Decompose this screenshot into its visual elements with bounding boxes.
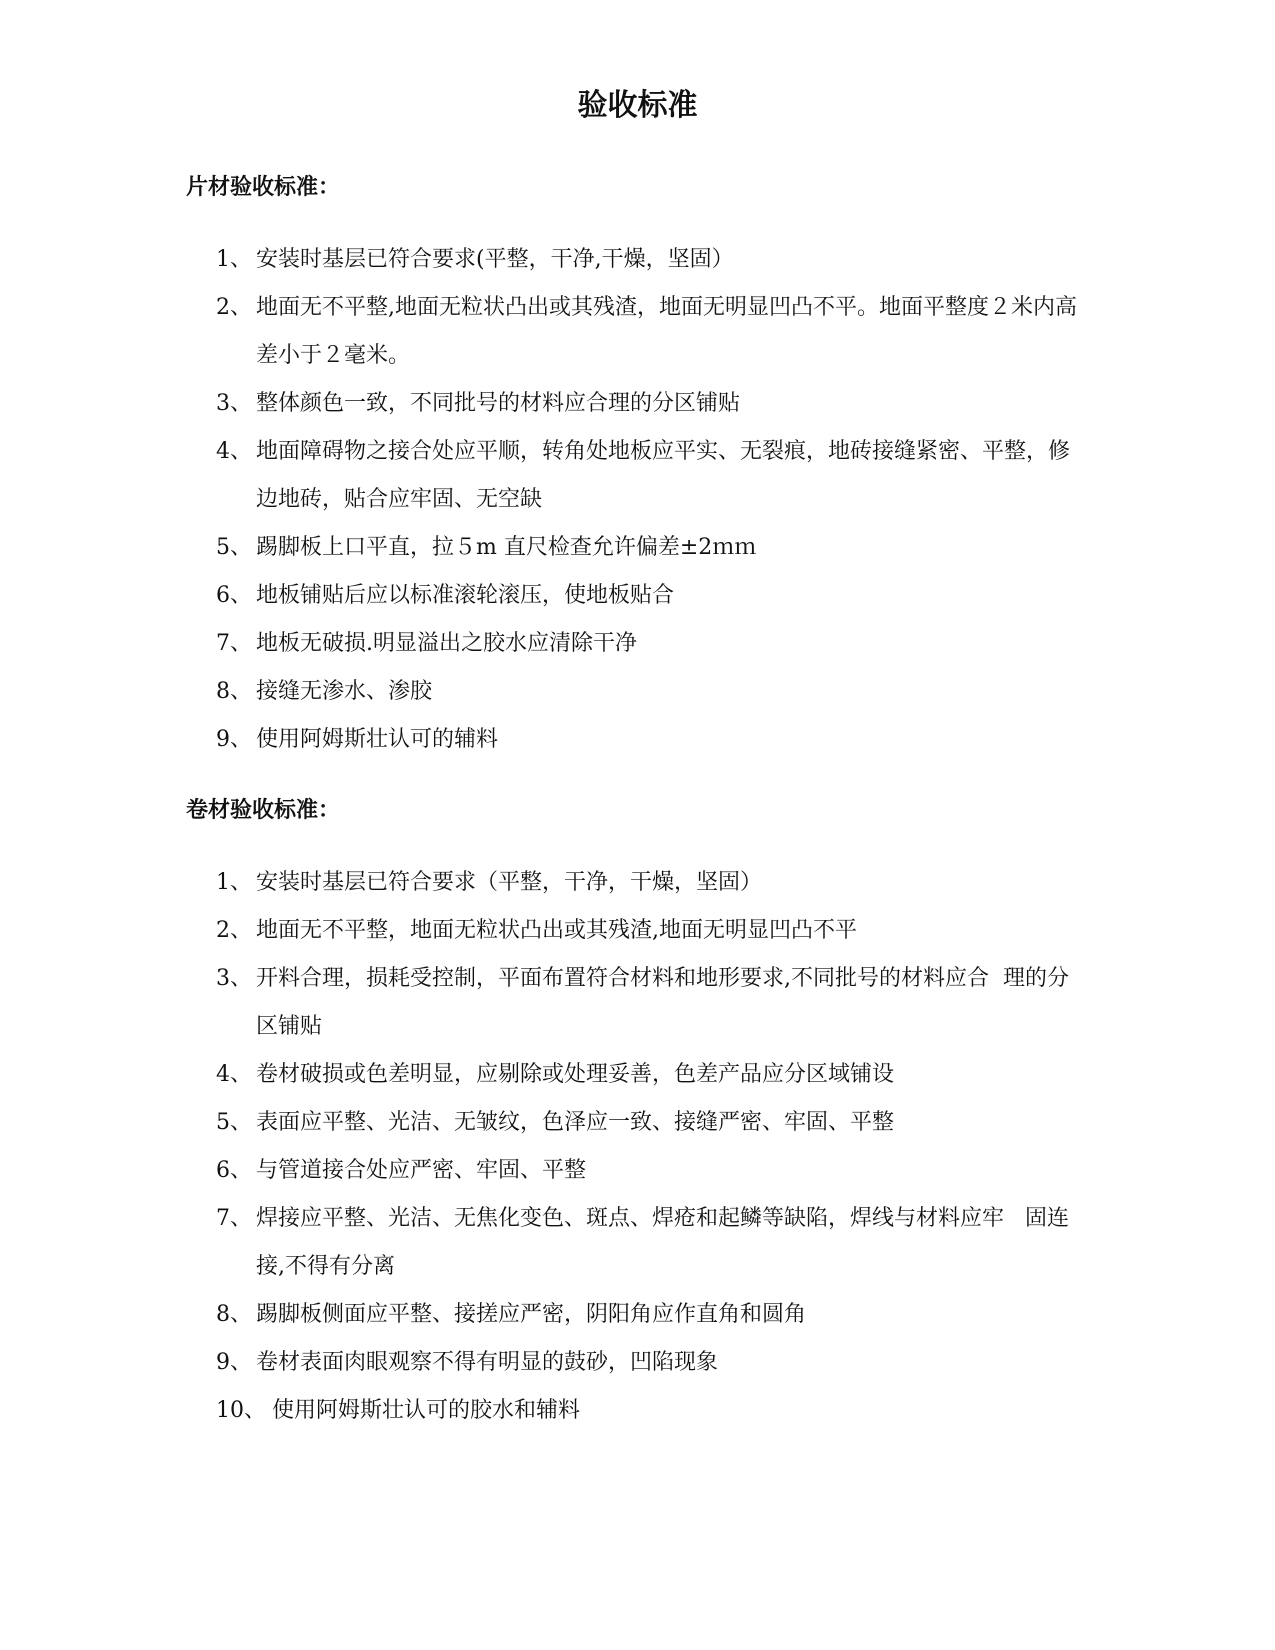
item-text: 焊接应平整、光洁、无焦化变色、斑点、焊疮和起鳞等缺陷，焊线与材料应牢 固连接,不得有分离 xyxy=(256,1206,1069,1279)
list-item xyxy=(186,955,1086,1051)
item-number: 2、 xyxy=(216,918,252,943)
list-item xyxy=(186,1051,1086,1099)
item-number: 7、 xyxy=(216,1206,252,1231)
list-item xyxy=(186,380,1086,428)
item-number: 2、 xyxy=(216,295,252,320)
item-text: 使用阿姆斯壮认可的辅料 xyxy=(256,727,499,752)
item-text: 卷材破损或色差明显，应剔除或处理妥善，色差产品应分区域铺设 xyxy=(256,1062,895,1087)
item-number: 4、 xyxy=(216,439,252,464)
item-text: 地面障碍物之接合处应平顺，转角处地板应平实、无裂痕，地砖接缝紧密、平整，修边地砖，贴合应牢固、无空缺 xyxy=(256,439,1071,512)
item-number: 9、 xyxy=(216,727,252,752)
item-text: 踢脚板上口平直，拉５m 直尺检查允许偏差±2ｍｍ xyxy=(256,535,757,560)
standards-list xyxy=(186,859,1086,1435)
item-text: 安装时基层已符合要求（平整，干净，干燥，坚固） xyxy=(256,870,763,895)
item-number: 9、 xyxy=(216,1350,252,1375)
list-item xyxy=(186,524,1086,572)
section-roll-standards xyxy=(186,793,1086,1435)
item-text: 地板铺贴后应以标准滚轮滚压，使地板贴合 xyxy=(256,583,675,608)
item-text: 地板无破损.明显溢出之胶水应清除干净 xyxy=(256,631,637,656)
item-number: 3、 xyxy=(216,391,252,416)
section-sheet-standards xyxy=(186,170,1086,764)
item-text: 安装时基层已符合要求(平整，干净,干燥，坚固） xyxy=(256,247,734,272)
list-item xyxy=(186,859,1086,907)
item-text: 卷材表面肉眼观察不得有明显的鼓砂，凹陷现象 xyxy=(256,1350,719,1375)
item-number: 8、 xyxy=(216,679,252,704)
item-number: 3、 xyxy=(216,966,252,991)
section-heading: 片材验收标准： xyxy=(186,175,341,200)
item-number: 10、 xyxy=(216,1398,266,1423)
item-number: 1、 xyxy=(216,870,252,895)
item-number: 5、 xyxy=(216,1110,252,1135)
item-text: 表面应平整、光洁、无皱纹，色泽应一致、接缝严密、牢固、平整 xyxy=(256,1110,895,1135)
section-heading: 卷材验收标准： xyxy=(186,798,341,823)
list-item xyxy=(186,668,1086,716)
item-number: 6、 xyxy=(216,1158,252,1183)
item-text: 接缝无渗水、渗胶 xyxy=(256,679,433,704)
list-item xyxy=(186,1291,1086,1339)
document-title: 验收标准 xyxy=(577,88,698,123)
list-item xyxy=(186,572,1086,620)
item-number: 5、 xyxy=(216,535,252,560)
item-text: 整体颜色一致，不同批号的材料应合理的分区铺贴 xyxy=(256,391,741,416)
item-text: 开料合理，损耗受控制，平面布置符合材料和地形要求,不同批号的材料应合 理的分区铺贴 xyxy=(256,966,1069,1039)
item-number: 6、 xyxy=(216,583,252,608)
item-text: 与管道接合处应严密、牢固、平整 xyxy=(256,1158,587,1183)
list-item xyxy=(186,620,1086,668)
item-text: 地面无不平整,地面无粒状凸出或其残渣，地面无明显凹凸不平。地面平整度２米内高差小于２毫米。 xyxy=(256,295,1077,368)
item-number: 7、 xyxy=(216,631,252,656)
list-item xyxy=(186,428,1086,524)
list-item xyxy=(186,1195,1086,1291)
list-item xyxy=(186,1099,1086,1147)
item-text: 使用阿姆斯壮认可的胶水和辅料 xyxy=(272,1398,581,1423)
item-text: 踢脚板侧面应平整、接搓应严密，阴阳角应作直角和圆角 xyxy=(256,1302,807,1327)
standards-list xyxy=(186,236,1086,764)
item-number: 8、 xyxy=(216,1302,252,1327)
list-item xyxy=(186,284,1086,380)
item-number: 1、 xyxy=(216,247,252,272)
item-number: 4、 xyxy=(216,1062,252,1087)
list-item xyxy=(186,907,1086,955)
list-item xyxy=(186,716,1086,764)
item-text: 地面无不平整，地面无粒状凸出或其残渣,地面无明显凹凸不平 xyxy=(256,918,857,943)
list-item xyxy=(186,1147,1086,1195)
list-item xyxy=(186,1339,1086,1387)
list-item xyxy=(186,236,1086,284)
list-item xyxy=(186,1387,1086,1435)
